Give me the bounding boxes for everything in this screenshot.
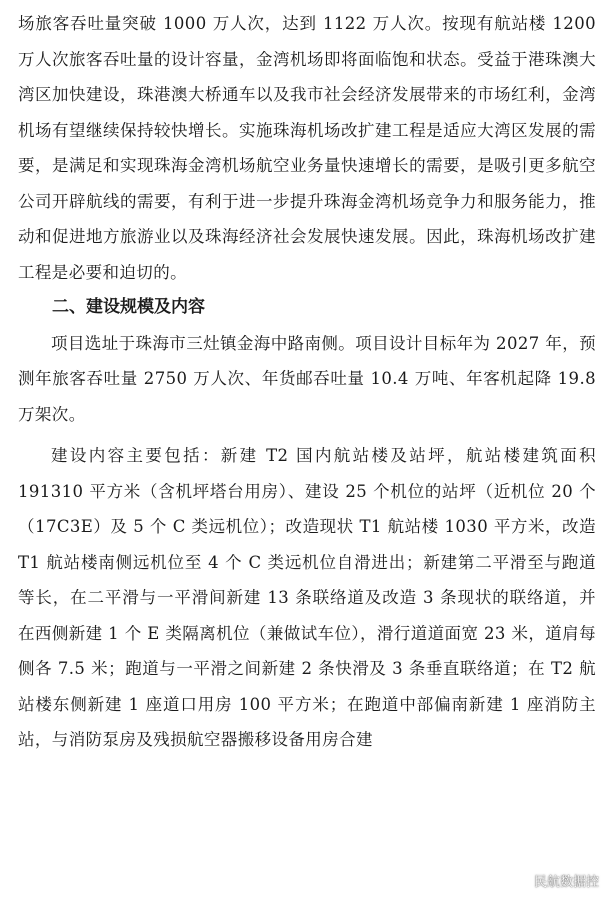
paragraph-location: 项目选址于珠海市三灶镇金海中路南侧。项目设计目标年为 2027 年，预测年旅客吞吐量 2750 万人次、年货邮吞吐量 10.4 万吨、年客机起降 19.8 万架次。 xyxy=(18,333,596,424)
document-page xyxy=(18,6,596,758)
watermark xyxy=(507,869,599,891)
wechat-icon xyxy=(507,869,529,891)
watermark-text: 民航数据控 xyxy=(533,874,599,890)
paragraph-content: 建设内容主要包括：新建 T2 国内航站楼及站坪，航站楼建筑面积 191310 平方米（含机坪塔台用房）、建设 25 个机位的站坪（近机位 20 个（17C3E）及 5 个 C 类远机位）；改造现状 T1 航站楼 1030 平方米，改造 T1 航站楼南侧远机位至 4 个 C 类远机位自滑进出；新建第二平滑至与跑道等长，在二平滑与一平滑间新建 13 条联络道及改造 3 条现状的联络道，并在西侧新建 1 个 E 类隔离机位（兼做试车位），滑行道道面宽 23 米，道肩每侧各 7.5 米；跑道与一平滑之间新建 2 条快滑及 3 条垂直联络道；在 T2 航站楼东侧新建 1 座道口用房 100 平方米；在跑道中部偏南新建 1 座消防主站，与消防泵房及残损航空器搬移设备用房合建 xyxy=(18,446,596,749)
paragraph-intro: 场旅客吞吐量突破 1000 万人次，达到 1122 万人次。按现有航站楼 1200 万人次旅客吞吐量的设计容量，金湾机场即将面临饱和状态。受益于港珠澳大湾区加快建设，珠港澳大桥通车以及我市社会经济发展带来的市场红利，金湾机场有望继续保持较快增长。实施珠海机场改扩建工程是适应大湾区发展的需要，是满足和实现珠海金湾机场航空业务量快速增长的需要，是吸引更多航空公司开辟航线的需要，有利于进一步提升珠海金湾机场竞争力和服务能力，推动和促进地方旅游业以及珠海经济社会发展快速发展。因此，珠海机场改扩建工程是必要和迫切的。 xyxy=(18,14,596,282)
section-heading: 二、建设规模及内容 xyxy=(52,297,205,317)
